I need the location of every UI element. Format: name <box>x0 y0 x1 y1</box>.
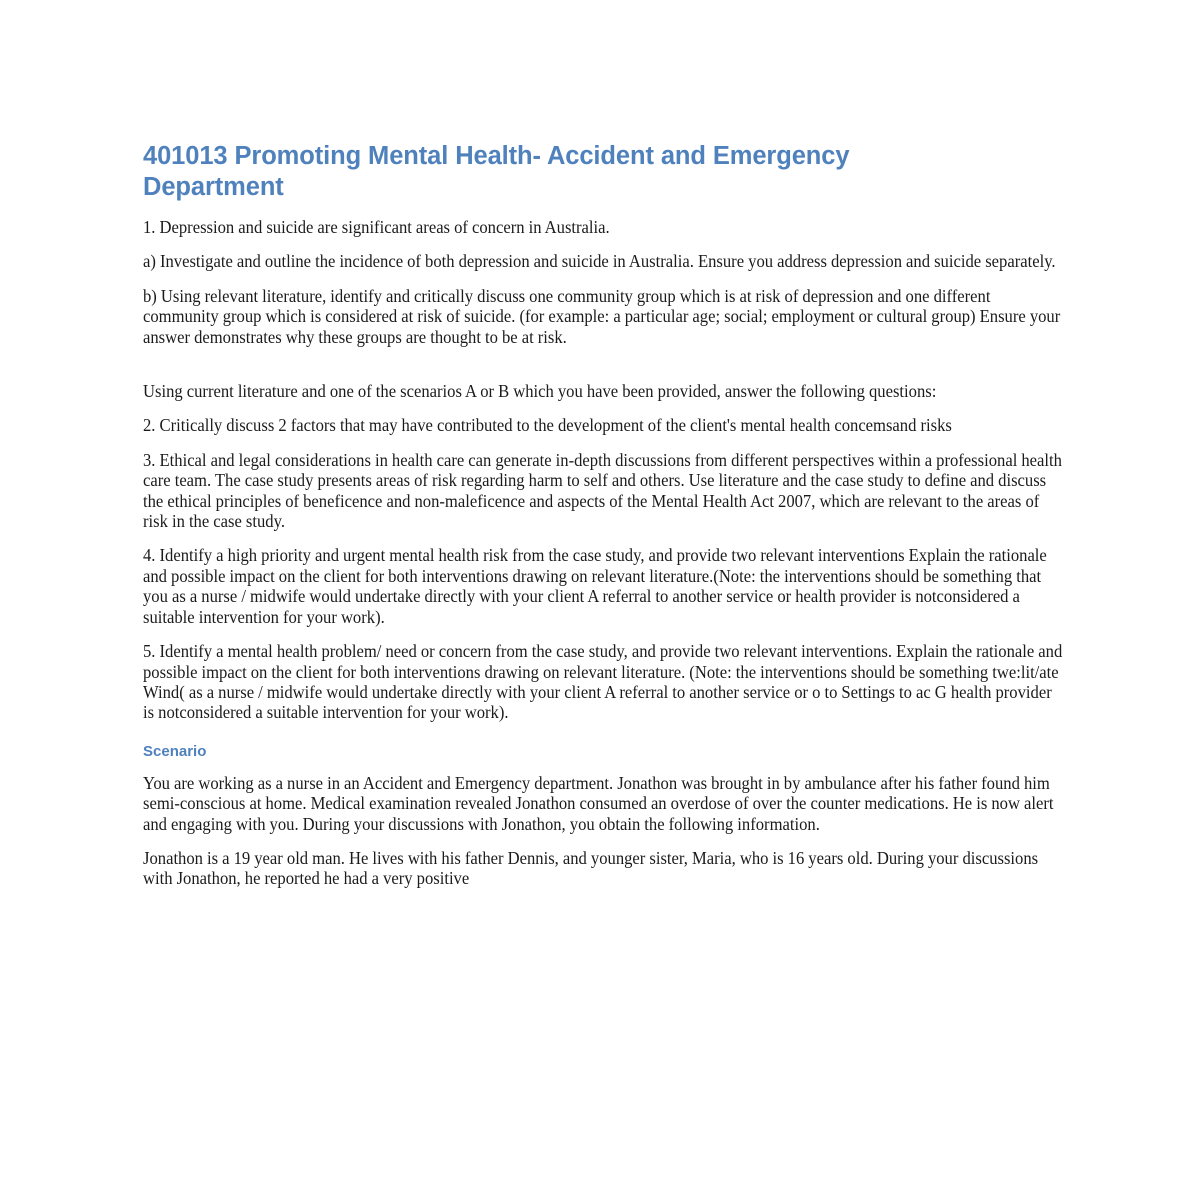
paragraph-instruction: Using current literature and one of the scenarios A or B which you have been provided, answer the following questions: <box>143 381 937 402</box>
page-title: 401013 Promoting Mental Health- Accident and Emergency Department <box>143 142 850 201</box>
paragraph-question-1a: a) Investigate and outline the incidence of both depression and suicide in Australia. Ensure you address depression and suicide separately. <box>143 251 1056 272</box>
document-body <box>143 141 1063 889</box>
paragraph-scenario-intro: You are working as a nurse in an Accident and Emergency department. Jonathon was brought in by ambulance after his father found him semi-conscious at home. Medical examination revealed Jonathon consumed an overdose of over the counter medications. He is now alert and engaging with you. During your discussions with Jonathon, you obtain the following information. <box>143 772 1054 834</box>
paragraph-question-1: 1. Depression and suicide are significant areas of concern in Australia. <box>143 217 610 237</box>
paragraph-question-3: 3. Ethical and legal considerations in health care can generate in-depth discussions from different perspectives within a professional health care team. The case study presents areas of risk regarding harm to self and others. Use literature and the case study to define and discuss the ethical principles of beneficence and non-maleficence and aspects of the Mental Health Act 2007, which are relevant to the areas of risk in the case study. <box>143 449 1062 532</box>
paragraph-question-4: 4. Identify a high priority and urgent mental health risk from the case study, and provide two relevant interventions Explain the rationale and possible impact on the client for both interventions drawing on relevant literature.(Note: the interventions should be something that you as a nurse / midwife would undertake directly with your client A referral to another service or health provider is notconsidered a suitable intervention for your work). <box>143 545 1047 627</box>
paragraph-scenario-detail: Jonathon is a 19 year old man. He lives with his father Dennis, and younger sister, Maria, who is 16 years old. During your discussions with Jonathon, he reported he had a very positive <box>143 847 1039 889</box>
paragraph-question-1b: b) Using relevant literature, identify and critically discuss one community group which is at risk of depression and one different community group which is considered at risk of suicide. (for example: a particular age; social; employment or cultural group) Ensure your answer demonstrates why these groups are thought to be at risk. <box>143 285 1061 347</box>
paragraph-question-2: 2. Critically discuss 2 factors that may have contributed to the development of the client's mental health concemsand risks <box>143 415 952 436</box>
paragraph-question-5: 5. Identify a mental health problem/ need or concern from the case study, and provide two relevant interventions. Explain the rationale and possible impact on the client for both interventions drawing on relevant literature. (Note: the interventions should be something twe:lit/ate Wind( as a nurse / midwife would undertake directly with your client A referral to another service or o to Settings to ac G health provider is notconsidered a suitable intervention for your work). <box>143 641 1063 723</box>
scenario-heading: Scenario <box>143 742 207 760</box>
